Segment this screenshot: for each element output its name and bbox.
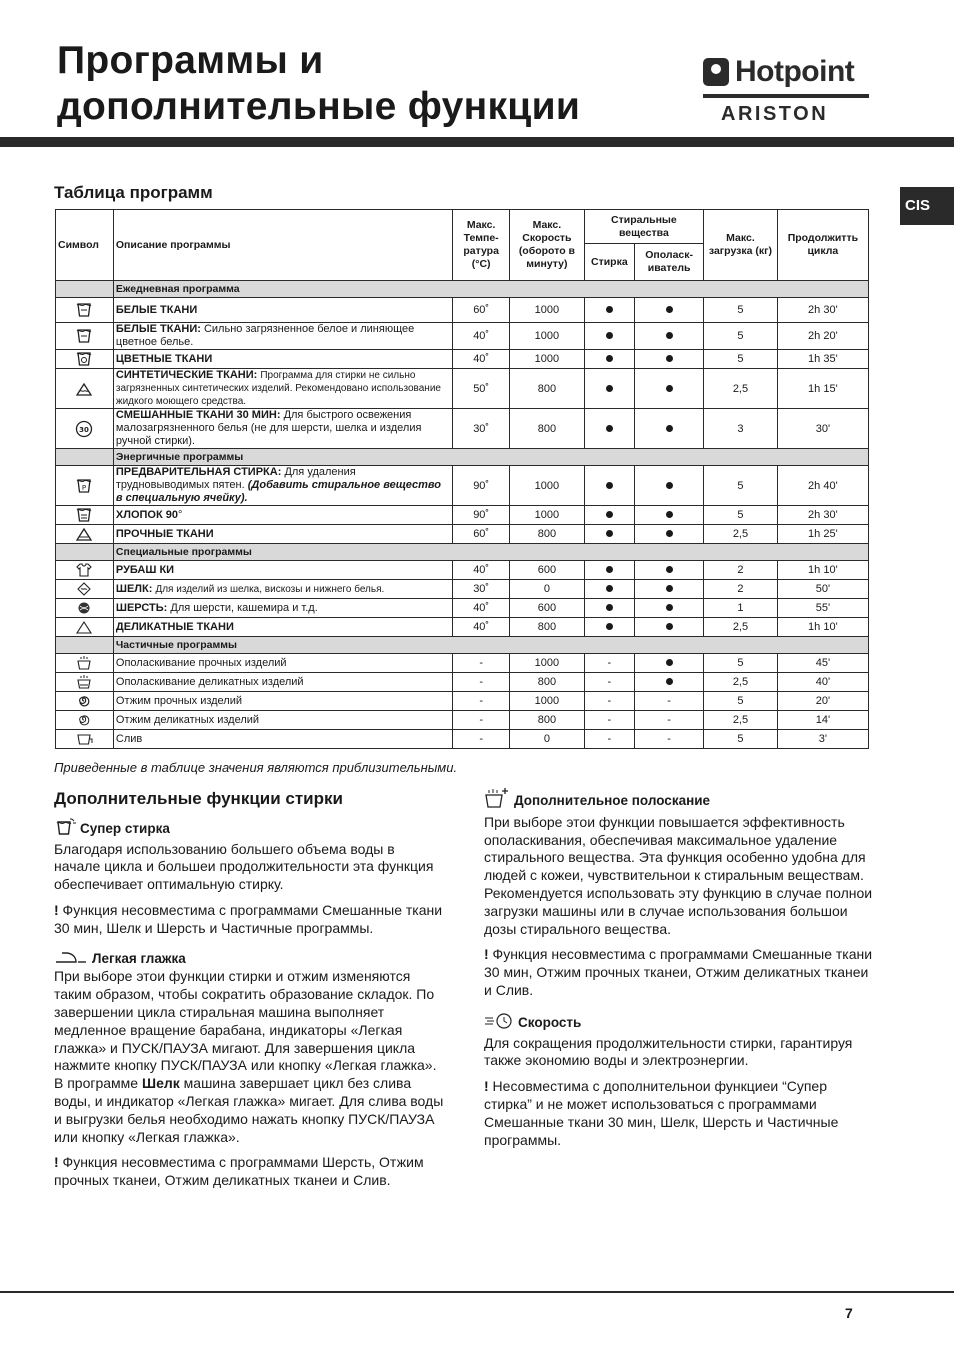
speed-clock-icon xyxy=(484,1012,514,1035)
extra-rinse-heading: Дополнительное полоскание xyxy=(484,787,874,814)
col-detergents: Стиральные вещества xyxy=(584,210,704,244)
super-wash-warning: ! Функция несовместима с программами Смешанные ткани 30 мин, Шелк и Шерсть и Частичные программы. xyxy=(54,901,443,936)
easy-iron-heading: Легкая глажка xyxy=(54,950,444,969)
colored-wash-icon xyxy=(58,351,111,367)
col-speed: Макс. Скорость (оборото в минуту) xyxy=(510,210,584,281)
col-duration: Продолжитть цикла xyxy=(777,210,868,281)
rinse-icon xyxy=(58,655,111,671)
table-row: ПРОЧНЫЕ ТКАНИ 60˚ 800 2,5 1h 25' xyxy=(56,525,869,544)
easy-iron-warning: ! Функция несовместима с программами Шерсть, Отжим прочных тканеи, Отжим деликатных тканеи и Слив. xyxy=(54,1154,424,1189)
mixed-30-icon xyxy=(58,420,111,438)
super-wash-icon xyxy=(54,818,76,841)
table-row: Слив - 0 - - 5 3' xyxy=(56,730,869,749)
page-title-line-2: дополнительные функции xyxy=(57,85,581,128)
col-load: Макс. загрузка (кг) xyxy=(704,210,778,281)
iron-icon xyxy=(54,950,88,969)
speed-text: Для сокращения продолжительности стирки, гарантируя также экономию воды и электроэнергии. xyxy=(484,1034,853,1069)
section-partial: Частичные программы xyxy=(113,637,868,654)
synthetic-wash-icon xyxy=(58,381,111,397)
section-energetic: Энергичные программы xyxy=(113,449,868,466)
logo-rule xyxy=(703,94,869,98)
col-symbol: Символ xyxy=(56,210,114,281)
table-row: СИНТЕТИЧЕСКИЕ ТКАНИ: Программа для стирки не сильно загрязненных синтетических изделий. Рекомендовано использование жидкого моющего средства. 50˚ 800 2,5 1h 15' xyxy=(56,369,869,409)
table-row: ШЕЛК: Для изделий из шелка, вискозы и нижнего белья. 30˚ 0 2 50' xyxy=(56,580,869,599)
rinse-delicate-icon xyxy=(58,674,111,690)
program-table xyxy=(55,209,869,749)
section-row xyxy=(56,544,869,561)
table-row: ДЕЛИКАТНЫЕ ТКАНИ 40˚ 800 2,5 1h 10' xyxy=(56,618,869,637)
brand-logo xyxy=(703,55,869,127)
delicate-icon xyxy=(58,619,111,635)
table-row: Ополаскивание деликатных изделий - 800 - 2,5 40' xyxy=(56,673,869,692)
speed-heading: Скорость xyxy=(484,1012,874,1035)
language-tab: CIS xyxy=(900,187,954,225)
table-heading: Таблица программ xyxy=(54,183,213,202)
spin-delicate-icon xyxy=(58,712,111,728)
footer-divider xyxy=(0,1291,954,1293)
table-row: ЦВЕТНЫЕ ТКАНИ 40˚ 1000 5 1h 35' xyxy=(56,350,869,369)
hotpoint-mark-icon xyxy=(703,58,729,86)
extra-rinse-icon xyxy=(484,787,510,814)
table-note: Приведенные в таблице значения являются приблизительными. xyxy=(54,760,458,775)
section-row xyxy=(56,449,869,466)
table-row: ШЕРСТЬ: Для шерсти, кашемира и т.д. 40˚ 600 1 55' xyxy=(56,599,869,618)
cotton-wash-icon xyxy=(58,328,111,344)
easy-iron-text: При выборе этои функции стирки и отжим изменяются таким образом, чтобы сократить образование складок. По завершении цикла стиральная машина выполняет медленное вращение барабана, индикаторы «Легкая глажка» и ПУСК/ПАУЗА мигают. Для завершения цикла нажмите кнопку ПУСК/ПАУЗА или кнопку «Легкая глажка». xyxy=(54,968,437,1074)
header-divider xyxy=(0,137,954,147)
section-row xyxy=(56,281,869,298)
extra-functions-title: Дополнительные функции стирки xyxy=(54,789,343,808)
speed-warning: ! Несовместима с дополнительнои функциеи “Супер стирка” и не может использоваться с программами Смешанные ткани 30 мин, Шелк, Шерсть и Частичные программы. xyxy=(484,1078,839,1148)
page-title xyxy=(57,38,580,130)
col-wash: Стирка xyxy=(584,244,634,281)
logo-sub: ARISTON xyxy=(721,103,829,125)
cotton-90-icon xyxy=(58,507,111,523)
table-row: P ПРЕДВАРИТЕЛЬНАЯ СТИРКА: Для удаления трудновыводимых пятен. (Добавить стиральное вещество в специальную ячейку). 90˚ 1000 5 2h 40' xyxy=(56,466,869,506)
table-row: РУБАШ КИ 40˚ 600 2 1h 10' xyxy=(56,561,869,580)
table-row: Отжим деликатных изделий - 800 - - 2,5 14' xyxy=(56,711,869,730)
section-special: Специальные программы xyxy=(113,544,868,561)
extra-rinse-warning: ! Функция несовместима с программами Смешанные ткани 30 мин, Отжим прочных тканеи, Отжим деликатных тканеи и Слив. xyxy=(484,946,873,998)
extra-functions-right xyxy=(484,787,874,1149)
wool-icon xyxy=(58,600,111,616)
col-temp: Макс. Темпе-ратура (°C) xyxy=(453,210,510,281)
page-number: 7 xyxy=(845,1305,853,1321)
shirt-icon xyxy=(58,562,111,578)
table-row: Отжим прочных изделий - 1000 - - 5 20' xyxy=(56,692,869,711)
resistant-wash-icon xyxy=(58,526,111,542)
super-wash-heading: Супер стирка xyxy=(54,818,444,841)
super-wash-text: Благодаря использованию большего объема воды в начале цикла и большеи продолжительности эта функция обеспечивает оптимальную стирку. xyxy=(54,840,434,893)
table-row: БЕЛЫЕ ТКАНИ 60˚ 1000 5 2h 30' xyxy=(56,298,869,323)
section-row xyxy=(56,637,869,654)
table-row: ХЛОПОК 90° 90˚ 1000 5 2h 30' xyxy=(56,506,869,525)
page-title-line-1: Программы и xyxy=(57,39,324,82)
prewash-icon xyxy=(58,478,111,494)
table-row: БЕЛЫЕ ТКАНИ: Сильно загрязненное белое и линяющее цветное белье. 40˚ 1000 5 2h 20' xyxy=(56,323,869,350)
section-daily: Ежедневная программа xyxy=(113,281,868,298)
silk-icon xyxy=(58,581,111,597)
drain-icon xyxy=(58,731,111,747)
svg-text:30: 30 xyxy=(79,425,90,434)
col-description: Описание программы xyxy=(113,210,452,281)
table-row: Ополаскивание прочных изделий - 1000 - 5 45' xyxy=(56,654,869,673)
easy-iron-silk-text: В программе Шелк машина завершает цикл без слива воды, и индикатор «Легкая глажка» мигает. Для слива воды и выгрузки белья необходимо нажать кнопку ПУСК/ПАУЗА или кнопку «Легкая глажка». xyxy=(54,1075,444,1145)
extra-functions-left xyxy=(54,790,444,1190)
table-row: 30 СМЕШАННЫЕ ТКАНИ 30 МИН: Для быстрого освежения малозагрязненного белья (не для шерсти, шелка и изделия ручной стирки). 30˚ 800 3 30' xyxy=(56,409,869,449)
extra-rinse-text: При выборе этои функции повышается эффективность ополаскивания, обеспечивая максимальное удаление стирального вещества. Эта функция особенно удобна для людей с кожеи, чувствительнои к стиральным веществам. Рекомендуется использовать эту функцию в случае полнои загрузки машины или в случае использования большои дозы стирального вещества. xyxy=(484,813,873,937)
svg-text:P: P xyxy=(82,483,87,492)
cotton-wash-icon xyxy=(58,302,111,318)
logo-brand: Hotpoint xyxy=(735,55,855,88)
col-rinse: Ополаск-иватель xyxy=(635,244,704,281)
spin-icon xyxy=(58,693,111,709)
